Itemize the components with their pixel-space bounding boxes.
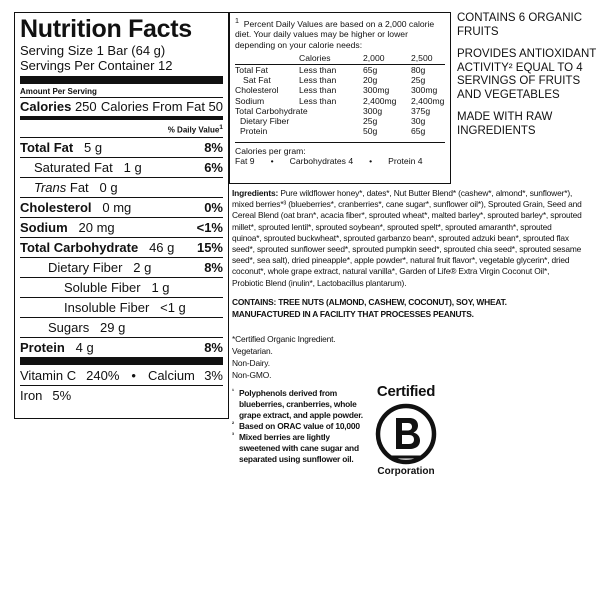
dv-cell: 65g bbox=[363, 64, 378, 75]
calcium-label: Calcium bbox=[147, 367, 195, 383]
allergen-statement bbox=[232, 296, 582, 320]
nutrient-cell bbox=[20, 258, 151, 277]
daily-value-header bbox=[20, 121, 223, 137]
medium-divider bbox=[20, 116, 223, 120]
dv-table-row bbox=[235, 96, 445, 106]
nutrient-row-dietary-fiber bbox=[20, 257, 223, 277]
b-corp-certified: Certified bbox=[376, 383, 436, 400]
cal-fat: Fat 9 bbox=[235, 156, 255, 167]
nutrient-row-sodium bbox=[20, 217, 223, 237]
calories-from-fat: Calories From Fat 50 bbox=[100, 99, 223, 114]
nutrient-amount: <1 g bbox=[160, 299, 186, 315]
calories-value: 250 bbox=[74, 99, 97, 114]
b-corp-corporation: Corporation bbox=[377, 466, 435, 477]
nutrient-dv: 0% bbox=[204, 199, 223, 215]
dv-header-cell: 2,000 bbox=[363, 53, 411, 64]
nutrient-cell bbox=[20, 238, 174, 257]
dv-note-text: Percent Daily Values are based on a 2,000 calorie diet. Your daily values may be higher or lower depending on your calorie needs: bbox=[235, 18, 435, 50]
nutrient-amount: 0 mg bbox=[102, 199, 132, 215]
dv-cell: Protein bbox=[240, 126, 268, 137]
nutrient-amount: 46 g bbox=[149, 239, 175, 255]
dv-cell: 50g bbox=[363, 126, 378, 137]
nutrient-label-italic: Trans bbox=[34, 179, 67, 195]
dv-cell: 65g bbox=[411, 126, 426, 137]
dv-note-sup: 1 bbox=[235, 17, 239, 25]
nutrient-cell bbox=[20, 198, 131, 217]
dv-table-row bbox=[235, 85, 445, 95]
dv-cell bbox=[299, 126, 363, 136]
nutrient-label: Total Carbohydrate bbox=[20, 239, 139, 255]
nutrient-amount: 0 g bbox=[99, 179, 118, 195]
nutrient-row-insoluble-fiber bbox=[20, 297, 223, 317]
nutrient-row-trans-fat bbox=[20, 177, 223, 197]
nutrient-dv: 15% bbox=[196, 239, 223, 255]
nutrient-cell bbox=[20, 318, 125, 337]
dv-table-row bbox=[235, 126, 445, 136]
cal-carbohydrates: Carbohydrates 4 bbox=[289, 156, 354, 167]
nutrient-cell bbox=[20, 138, 102, 157]
dv-table-row bbox=[235, 75, 445, 85]
nutrient-label: Protein bbox=[20, 339, 65, 355]
nutrient-cell bbox=[20, 218, 115, 237]
thick-divider bbox=[20, 76, 223, 84]
dv-cell: Total Fat bbox=[235, 64, 268, 75]
footnote-mark: ¹ bbox=[232, 389, 234, 395]
dv-table bbox=[235, 53, 445, 136]
dv-cell: 20g bbox=[363, 74, 378, 85]
nutrient-amount: 29 g bbox=[100, 319, 126, 335]
nutrition-title: Nutrition Facts bbox=[20, 15, 192, 43]
cert-non-dairy: Non-Dairy. bbox=[232, 358, 270, 368]
dv-cell: Sodium bbox=[235, 95, 265, 106]
footnote-mark: ² bbox=[232, 422, 234, 428]
dv-cell: 30g bbox=[411, 116, 426, 127]
nutrient-label: Sodium bbox=[20, 219, 68, 235]
dv-cell: 2,400mg bbox=[363, 95, 397, 106]
dv-header-cell: 2,500 bbox=[411, 53, 445, 64]
nutrient-amount: 1 g bbox=[151, 279, 170, 295]
nutrient-label: Fat bbox=[66, 179, 89, 195]
vitamin-c-label: Vitamin C bbox=[20, 367, 77, 383]
calories-per-gram-values bbox=[235, 156, 445, 167]
footnote-text: Mixed berries are lightly sweetened with cane sugar and separated using sunflower oil. bbox=[239, 432, 359, 464]
cal-bullet: • bbox=[369, 156, 373, 167]
certification-notes bbox=[232, 333, 432, 381]
calories-row bbox=[20, 98, 223, 115]
nutrient-amount: 20 mg bbox=[78, 219, 115, 235]
allergen-facility: MANUFACTURED IN A FACILITY THAT PROCESSES PEANUTS. bbox=[232, 309, 474, 319]
dv-cell: 300mg bbox=[363, 85, 390, 96]
nutrient-cell bbox=[20, 278, 170, 297]
iron-row bbox=[20, 385, 223, 405]
footnote-text: Based on ORAC value of 10,000 bbox=[239, 421, 360, 431]
nutrient-amount: 4 g bbox=[75, 339, 94, 355]
nutrient-label: Soluble Fiber bbox=[64, 279, 141, 295]
daily-value-header-text: % Daily Value bbox=[167, 125, 220, 135]
dv-cell: Sat Fat bbox=[243, 74, 271, 85]
nutrition-facts-panel bbox=[14, 12, 229, 419]
cert-organic: *Certified Organic Ingredient. bbox=[232, 334, 336, 344]
footnotes bbox=[232, 388, 372, 465]
cal-protein: Protein 4 bbox=[388, 156, 423, 167]
nutrient-row-sugars bbox=[20, 317, 223, 337]
nutrient-amount: 1 g bbox=[123, 159, 142, 175]
nutrient-label: Total Fat bbox=[20, 139, 74, 155]
cal-bullet: • bbox=[270, 156, 274, 167]
daily-value-header-sup: 1 bbox=[219, 124, 223, 131]
calories-per-gram bbox=[235, 142, 445, 167]
ingredients-block bbox=[232, 188, 582, 289]
nutrient-cell bbox=[20, 338, 94, 357]
nutrient-row-saturated-fat bbox=[20, 157, 223, 177]
dv-cell: Less than bbox=[299, 95, 337, 106]
calories-cell bbox=[20, 98, 97, 115]
dv-note bbox=[235, 16, 445, 50]
dv-cell: 300mg bbox=[411, 85, 438, 96]
dv-table-row bbox=[235, 106, 445, 116]
dv-cell: Dietary Fiber bbox=[240, 116, 290, 127]
nutrient-amount: 5 g bbox=[84, 139, 103, 155]
dv-header-cell bbox=[235, 53, 299, 64]
thick-divider bbox=[20, 357, 223, 365]
nutrient-dv: 8% bbox=[204, 259, 223, 275]
nutrient-label: Saturated Fat bbox=[34, 159, 113, 175]
dv-cell: 375g bbox=[411, 105, 431, 116]
daily-value-footnote-box bbox=[229, 12, 451, 184]
iron-label: Iron bbox=[20, 387, 43, 403]
claim-raw-ingredients: MADE WITH RAW INGREDIENTS bbox=[457, 111, 553, 137]
b-corp-logo bbox=[368, 383, 444, 483]
footnote bbox=[232, 432, 372, 465]
claim-antioxidant: PROVIDES ANTIOXIDANT ACTIVITY² EQUAL TO 4 SERVINGS OF FRUITS AND VEGETABLES bbox=[457, 48, 597, 101]
serving-size: Serving Size 1 Bar (64 g) bbox=[20, 43, 166, 58]
dv-cell: 300g bbox=[363, 105, 383, 116]
dv-cell: Less than bbox=[299, 64, 337, 75]
nutrient-label: Dietary Fiber bbox=[48, 259, 123, 275]
calcium-value: 3% bbox=[204, 367, 223, 383]
dv-table-row bbox=[235, 116, 445, 126]
nutrient-label: Cholesterol bbox=[20, 199, 92, 215]
dv-cell: 25g bbox=[363, 116, 378, 127]
amount-per-serving: Amount Per Serving bbox=[20, 87, 97, 96]
nutrient-row-protein bbox=[20, 337, 223, 357]
nutrient-row-total-carbohydrate bbox=[20, 237, 223, 257]
nutrient-dv: 6% bbox=[204, 159, 223, 175]
dv-cell: Less than bbox=[299, 85, 337, 96]
dv-cell: 80g bbox=[411, 64, 426, 75]
servings-per-container: Servings Per Container 12 bbox=[20, 58, 173, 73]
calories-per-gram-label: Calories per gram: bbox=[235, 145, 306, 156]
nutrient-cell bbox=[20, 158, 142, 177]
vitamin-row bbox=[20, 366, 223, 385]
dv-cell: Less than bbox=[299, 74, 337, 85]
footnote-mark: ³ bbox=[232, 433, 234, 439]
cert-non-gmo: Non-GMO. bbox=[232, 370, 272, 380]
nutrient-dv: 8% bbox=[204, 339, 223, 355]
ingredients-label: Ingredients: bbox=[232, 188, 279, 198]
nutrient-row-soluble-fiber bbox=[20, 277, 223, 297]
footnote bbox=[232, 388, 372, 421]
nutrient-label: Insoluble Fiber bbox=[64, 299, 150, 315]
product-claims bbox=[457, 12, 597, 147]
b-corp-icon bbox=[374, 402, 438, 466]
nutrient-cell bbox=[20, 178, 118, 197]
vitamin-separator: • bbox=[131, 367, 136, 383]
nutrient-row-total-fat bbox=[20, 137, 223, 157]
calories-label: Calories bbox=[20, 99, 72, 114]
nutrient-label: Sugars bbox=[48, 319, 90, 335]
dv-table-row bbox=[235, 64, 445, 75]
nutrient-dv: <1% bbox=[196, 219, 223, 235]
dv-cell: 2,400mg bbox=[411, 95, 445, 106]
nutrient-amount: 2 g bbox=[133, 259, 152, 275]
cert-vegetarian: Vegetarian. bbox=[232, 346, 273, 356]
iron-value: 5% bbox=[52, 387, 72, 403]
nutrient-dv: 8% bbox=[204, 139, 223, 155]
footnote bbox=[232, 421, 372, 432]
ingredients-text: Pure wildflower honey*, dates*, Nut Butter Blend* (cashew*, almond*, sunflower*), mixed berries*³ (blueberries*, cranberries*, cane sugar*, sunflower oil*), Sprouted Grain, Seed and Cereal Blend (oat bran*, acacia fiber*, sprouted wheat*, malted barley*, sprouted barley*, sprouted millet*, sprouted lentil*, sprouted soybean*, sprouted spelt*, sprouted amaranth*, sprouted quinoa*, sprouted buckwheat*, sprouted garbanzo bean*, sprouted adzuki bean*, sprouted flax seed*, sprouted sunflower seed*, sprouted pumpkin seed*, sprouted chia seed*, sprouted sesame seed*, sea salt), dried pineapple*, apple powder*, natural fruit flavor*, vegetable glycerin*, dried coconut*, whole grape extract, natural vanilla*, Garden of Life® Extra Virgin Coconut Oil*, Probiotic Blend (inulin*, Lactobacillus plantarum). bbox=[232, 188, 582, 288]
dv-table-header bbox=[235, 53, 445, 64]
vitamin-c-value: 240% bbox=[86, 367, 120, 383]
nutrient-cell bbox=[20, 298, 186, 317]
footnote-text: Polyphenols derived from blueberries, cranberries, whole grape extract, and apple powder. bbox=[239, 388, 363, 420]
dv-cell: Total Carbohydrate bbox=[235, 105, 308, 116]
dv-cell: Cholesterol bbox=[235, 85, 279, 96]
dv-header-cell: Calories bbox=[299, 53, 363, 64]
nutrient-row-cholesterol bbox=[20, 197, 223, 217]
allergen-contains: CONTAINS: TREE NUTS (ALMOND, CASHEW, COCONUT), SOY, WHEAT. bbox=[232, 297, 507, 307]
dv-cell bbox=[299, 116, 363, 126]
dv-cell: 25g bbox=[411, 74, 426, 85]
claim-organic-fruits: CONTAINS 6 ORGANIC FRUITS bbox=[457, 12, 583, 38]
